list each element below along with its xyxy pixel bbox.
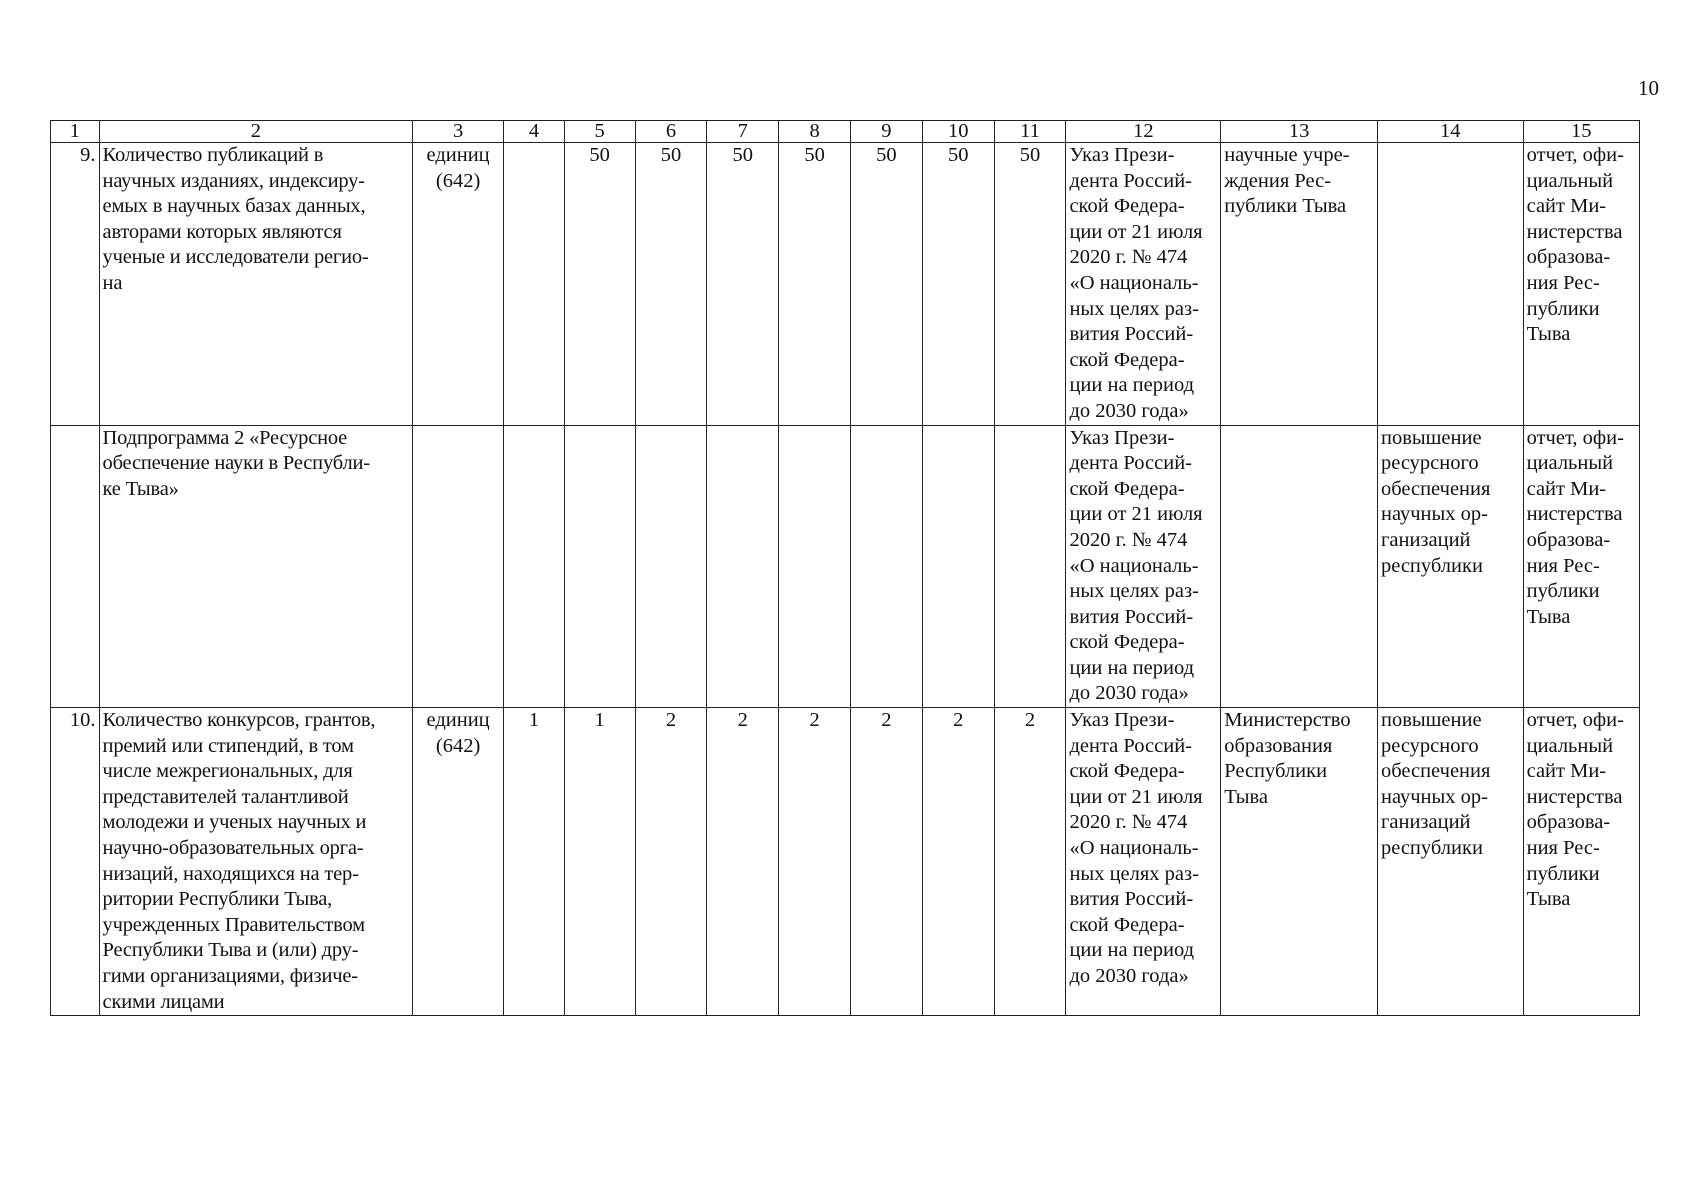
column-header: 3 — [413, 121, 504, 143]
row-number: 10. — [51, 708, 100, 1016]
value-cell: 2 — [994, 708, 1066, 1016]
unit-cell — [413, 425, 504, 708]
table-row — [51, 708, 1640, 1016]
table-row — [51, 425, 1640, 708]
value-cell — [994, 425, 1066, 708]
responsible-cell — [1221, 425, 1378, 708]
column-header: 11 — [994, 121, 1066, 143]
row-number: 9. — [51, 143, 100, 426]
responsible-cell: Министерство образования Республики Тыва — [1221, 708, 1378, 1016]
table-row — [51, 143, 1640, 426]
goal-cell: повышение ресурсного обеспечения научных ор- ганизаций республики — [1377, 708, 1523, 1016]
legal-basis-cell: Указ Прези- дента Россий- ской Федера- ции от 21 июля 2020 г. № 474 «О националь- ных целях раз- вития Россий- ской Федера- ции на период до 2030 года» — [1066, 425, 1221, 708]
column-header: 13 — [1221, 121, 1378, 143]
value-cell — [707, 425, 779, 708]
column-header: 5 — [564, 121, 635, 143]
value-cell: 50 — [994, 143, 1066, 426]
value-cell: 50 — [851, 143, 923, 426]
column-header: 8 — [779, 121, 851, 143]
value-cell: 50 — [779, 143, 851, 426]
column-header: 9 — [851, 121, 923, 143]
column-header: 6 — [635, 121, 707, 143]
column-header: 10 — [922, 121, 994, 143]
unit-cell: единиц (642) — [413, 143, 504, 426]
value-cell: 2 — [779, 708, 851, 1016]
value-cell — [851, 425, 923, 708]
column-header: 12 — [1066, 121, 1221, 143]
goal-cell: повышение ресурсного обеспечения научных ор- ганизаций республики — [1377, 425, 1523, 708]
source-cell: отчет, офи- циальный сайт Ми- нистерства образова- ния Рес- публики Тыва — [1523, 708, 1639, 1016]
value-cell — [504, 425, 565, 708]
value-cell — [922, 425, 994, 708]
unit-cell: единиц (642) — [413, 708, 504, 1016]
indicators-table — [50, 120, 1640, 1016]
value-cell: 50 — [707, 143, 779, 426]
indicator-name: Подпрограмма 2 «Ресурсное обеспечение науки в Республи- ке Тыва» — [99, 425, 413, 708]
value-cell: 1 — [564, 708, 635, 1016]
column-header: 1 — [51, 121, 100, 143]
column-header: 7 — [707, 121, 779, 143]
row-number — [51, 425, 100, 708]
value-cell: 50 — [564, 143, 635, 426]
responsible-cell: научные учре- ждения Рес- публики Тыва — [1221, 143, 1378, 426]
value-cell: 50 — [635, 143, 707, 426]
page-number: 10 — [1638, 76, 1659, 100]
source-cell: отчет, офи- циальный сайт Ми- нистерства образова- ния Рес- публики Тыва — [1523, 425, 1639, 708]
value-cell — [504, 143, 565, 426]
column-header: 2 — [99, 121, 413, 143]
indicator-name: Количество публикаций в научных изданиях, индексиру- емых в научных базах данных, авторами которых являются ученые и исследователи регио- на — [99, 143, 413, 426]
value-cell — [635, 425, 707, 708]
value-cell: 2 — [707, 708, 779, 1016]
value-cell: 1 — [504, 708, 565, 1016]
column-header: 15 — [1523, 121, 1639, 143]
value-cell: 50 — [922, 143, 994, 426]
column-number-row — [51, 121, 1640, 143]
goal-cell — [1377, 143, 1523, 426]
legal-basis-cell: Указ Прези- дента Россий- ской Федера- ции от 21 июля 2020 г. № 474 «О националь- ных целях раз- вития Россий- ской Федера- ции на период до 2030 года» — [1066, 708, 1221, 1016]
value-cell: 2 — [635, 708, 707, 1016]
legal-basis-cell: Указ Прези- дента Россий- ской Федера- ции от 21 июля 2020 г. № 474 «О националь- ных целях раз- вития Россий- ской Федера- ции на период до 2030 года» — [1066, 143, 1221, 426]
value-cell — [564, 425, 635, 708]
column-header: 4 — [504, 121, 565, 143]
value-cell — [779, 425, 851, 708]
indicator-name: Количество конкурсов, грантов, премий или стипендий, в том числе межрегиональных, для представителей талантливой молодежи и ученых научных и научно-образовательных орга- низаций, находящихся на тер- ритории Республики Тыва, учрежденных Правительством Республики Тыва и (или) дру- гими организациями, физиче- скими лицами — [99, 708, 413, 1016]
column-header: 14 — [1377, 121, 1523, 143]
value-cell: 2 — [851, 708, 923, 1016]
source-cell: отчет, офи- циальный сайт Ми- нистерства образова- ния Рес- публики Тыва — [1523, 143, 1639, 426]
value-cell: 2 — [922, 708, 994, 1016]
